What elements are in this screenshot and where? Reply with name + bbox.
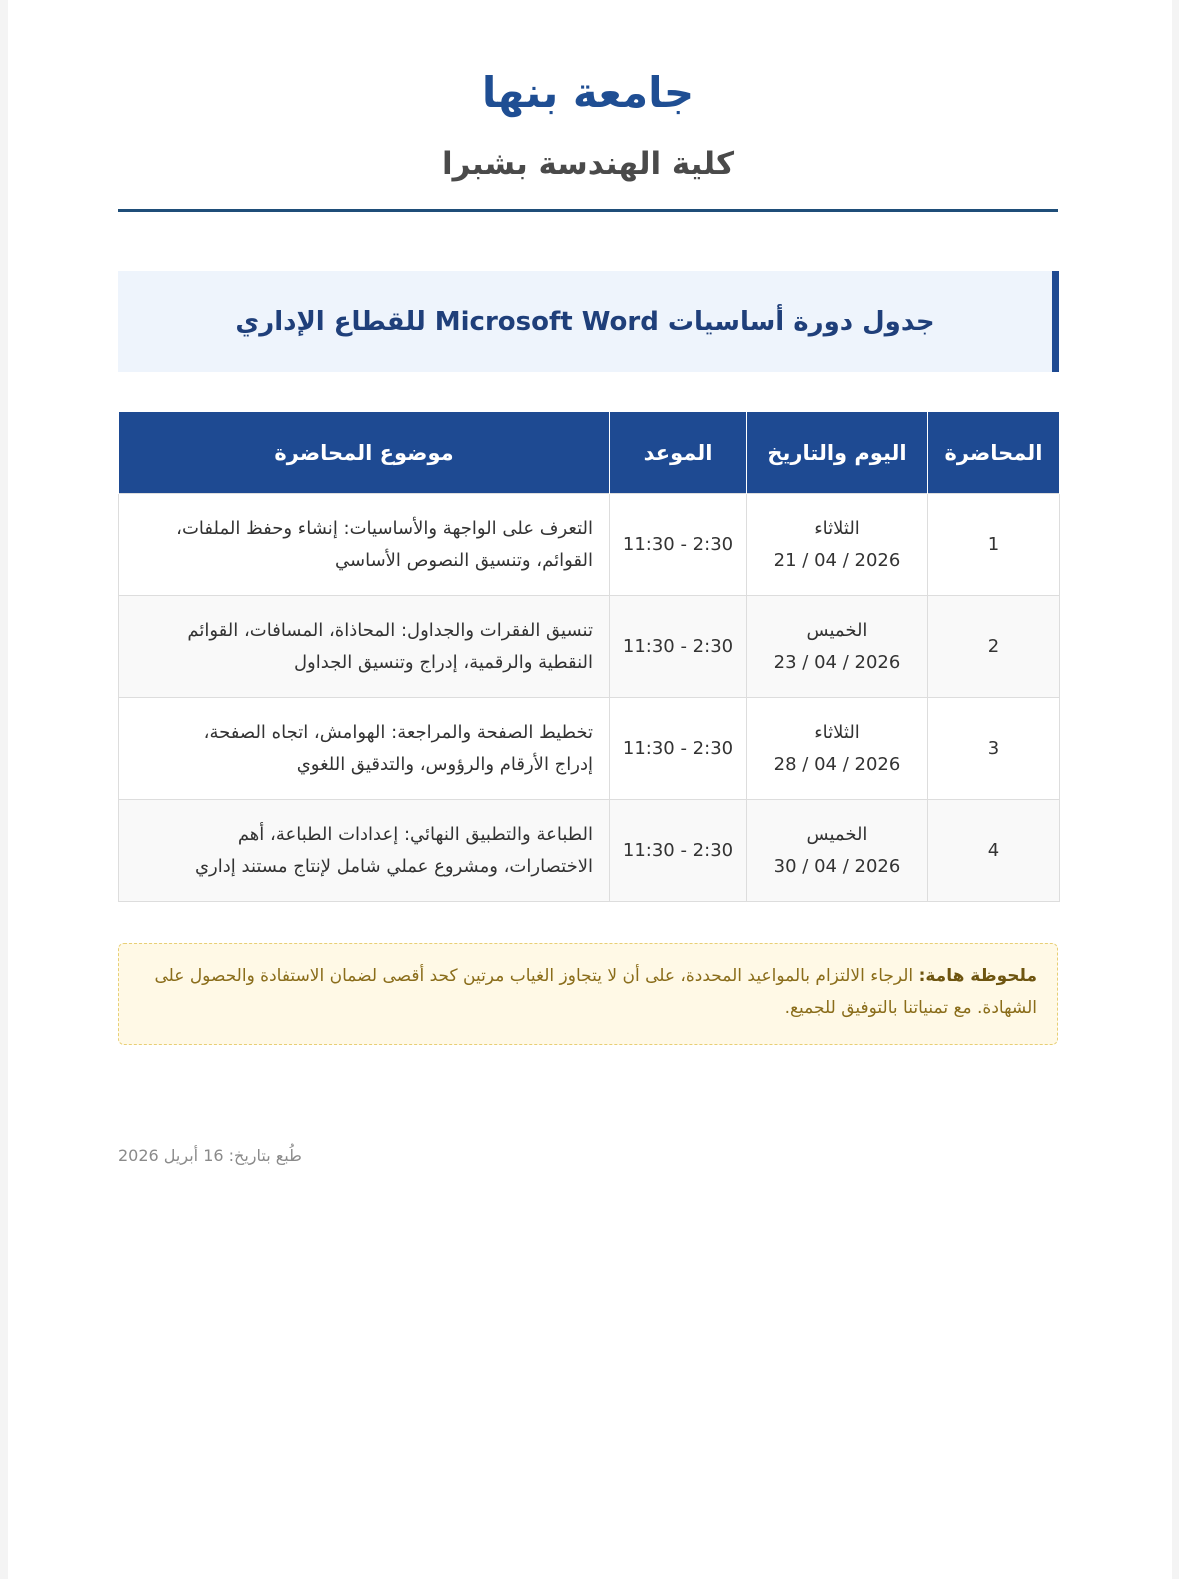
table-row xyxy=(119,494,1060,596)
print-date: طُبع بتاريخ: 16 أبريل 2026 xyxy=(118,1146,302,1165)
important-note xyxy=(118,943,1058,1045)
lecture-day: الخميس xyxy=(806,823,868,845)
lecture-topic-line: تنسيق الفقرات والجداول: المحاذاة، المسافات، القوائم xyxy=(187,619,593,641)
lecture-day-date xyxy=(747,698,928,800)
university-name: جامعة بنها xyxy=(481,68,695,117)
lecture-date: 23 / 04 / 2026 xyxy=(773,651,901,673)
note-text: الرجاء الالتزام بالمواعيد المحددة، على أن لا يتجاوز الغياب مرتين كحد أقصى لضمان الاستفادة والحصول على الشهادة. مع تمنياتنا بالتوفيق للجميع. xyxy=(154,966,1037,1018)
lecture-time-text: 11:30 - 2:30 xyxy=(622,635,734,657)
table-row xyxy=(119,596,1060,698)
lecture-topic-line: الاختصارات، ومشروع عملي شامل لإنتاج مستند إداري xyxy=(194,855,593,877)
lecture-date: 30 / 04 / 2026 xyxy=(773,855,901,877)
header-divider xyxy=(118,209,1058,212)
lecture-day-date xyxy=(747,800,928,902)
lecture-number: 1 xyxy=(928,494,1060,596)
lecture-date: 21 / 04 / 2026 xyxy=(773,549,901,571)
lecture-day-date xyxy=(747,596,928,698)
faculty-name: كلية الهندسة بشبرا xyxy=(441,146,735,182)
lecture-day: الثلاثاء xyxy=(814,517,860,539)
table-row xyxy=(119,800,1060,902)
lecture-day: الخميس xyxy=(806,619,868,641)
header-day-date: اليوم والتاريخ xyxy=(747,412,928,494)
header-lecture: المحاضرة xyxy=(928,412,1060,494)
lecture-time-text: 11:30 - 2:30 xyxy=(622,737,734,759)
lecture-topic-line: التعرف على الواجهة والأساسيات: إنشاء وحفظ الملفات، xyxy=(176,517,593,539)
note-label: ملحوظة هامة: xyxy=(918,966,1037,986)
lecture-time xyxy=(610,494,747,596)
schedule-title: جدول دورة أساسيات Microsoft Word للقطاع الإداري xyxy=(235,306,935,337)
lecture-topic xyxy=(119,698,610,800)
lecture-topic xyxy=(119,494,610,596)
lecture-topic-line: تخطيط الصفحة والمراجعة: الهوامش، اتجاه الصفحة، xyxy=(203,721,593,743)
lecture-number: 4 xyxy=(928,800,1060,902)
lecture-topic-line: الطباعة والتطبيق النهائي: إعدادات الطباعة، أهم xyxy=(237,823,593,845)
schedule-title-box xyxy=(118,271,1059,372)
header-topic: موضوع المحاضرة xyxy=(119,412,610,494)
lecture-date: 28 / 04 / 2026 xyxy=(773,753,901,775)
lecture-day-date xyxy=(747,494,928,596)
lecture-number: 3 xyxy=(928,698,1060,800)
lecture-time xyxy=(610,596,747,698)
lecture-topic-line: إدراج الأرقام والرؤوس، والتدقيق اللغوي xyxy=(296,753,593,775)
lecture-time xyxy=(610,698,747,800)
lecture-number: 2 xyxy=(928,596,1060,698)
lecture-day: الثلاثاء xyxy=(814,721,860,743)
lecture-topic-line: النقطية والرقمية، إدراج وتنسيق الجداول xyxy=(293,651,593,673)
table-row xyxy=(119,698,1060,800)
lecture-topic-line: القوائم، وتنسيق النصوص الأساسي xyxy=(335,549,593,571)
document-page xyxy=(8,0,1172,1579)
lecture-topic xyxy=(119,596,610,698)
header-time: الموعد xyxy=(610,412,747,494)
lecture-time xyxy=(610,800,747,902)
table-header-row xyxy=(119,412,1060,494)
lecture-topic xyxy=(119,800,610,902)
schedule-table xyxy=(118,412,1060,902)
lecture-time-text: 11:30 - 2:30 xyxy=(622,533,734,555)
lecture-time-text: 11:30 - 2:30 xyxy=(622,839,734,861)
